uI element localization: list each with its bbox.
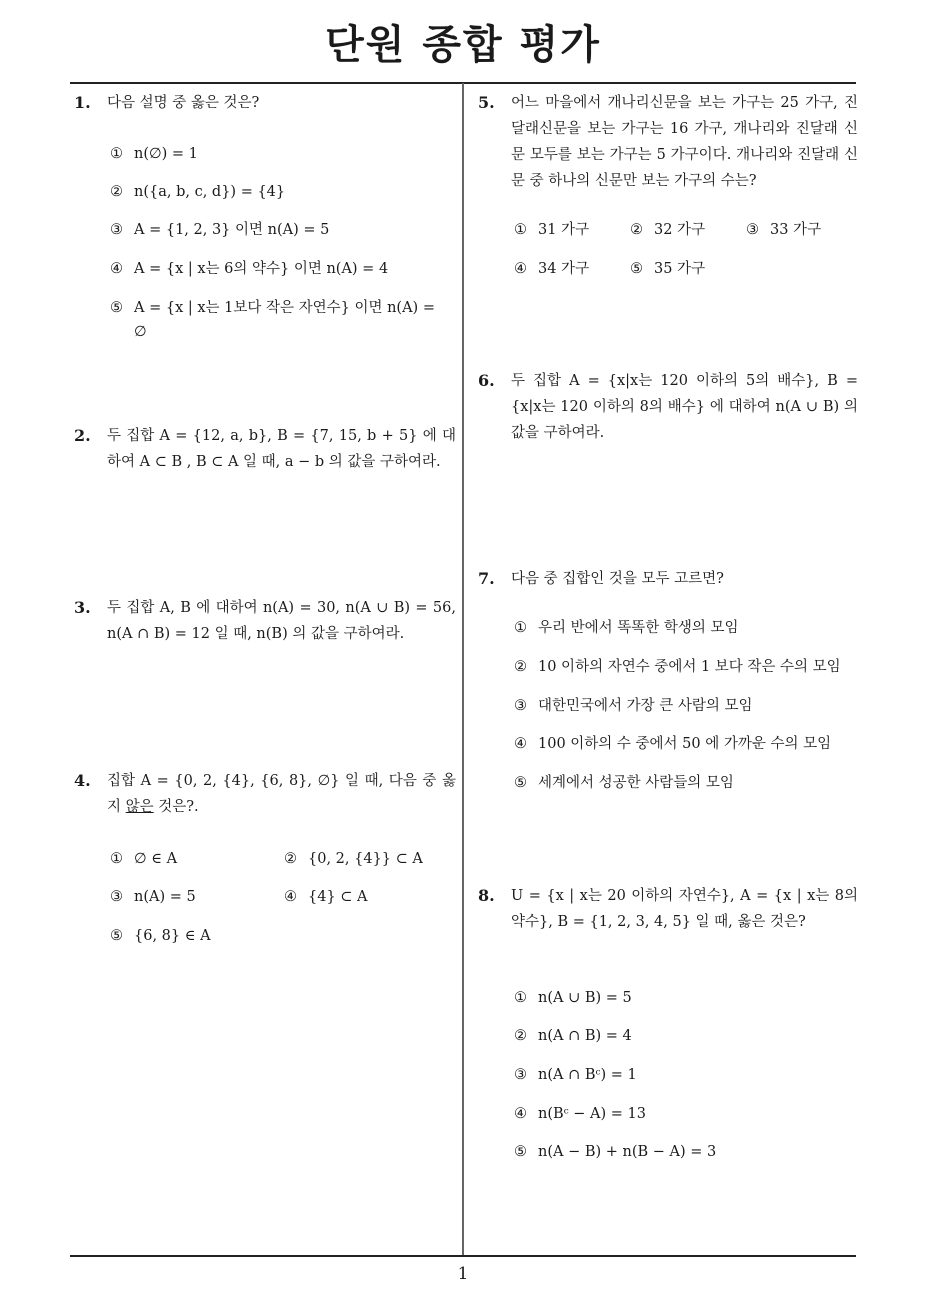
choice-mark: ② <box>110 184 123 200</box>
problem-number: 5. <box>478 93 495 112</box>
choice-3[interactable] <box>514 694 753 718</box>
problem-number: 4. <box>74 771 91 790</box>
choice-text: {4} ⊂ A <box>308 889 368 905</box>
choice-4[interactable] <box>110 257 388 281</box>
problem-number: 3. <box>74 598 91 617</box>
problem-number: 1. <box>74 93 91 112</box>
choice-text: ∅ ∈ A <box>134 851 178 867</box>
choice-mark: ④ <box>284 889 297 905</box>
choice-mark: ① <box>514 620 527 636</box>
choice-1[interactable] <box>110 847 177 871</box>
choice-mark: ⑤ <box>110 928 123 944</box>
problem-stem: 어느 마을에서 개나리신문을 보는 가구는 25 가구, 진달래신문을 보는 가구는 16 가구, 개나리와 진달래 신문 모두를 보는 가구는 5 가구이다. 개나리와 진달래 신문 중 하나의 신문만 보는 가구의 수는? <box>511 95 858 189</box>
choice-2[interactable] <box>514 1024 632 1048</box>
problem-stem <box>107 768 456 820</box>
choice-text: {6, 8} ∈ A <box>134 928 211 944</box>
choice-4[interactable] <box>284 885 368 909</box>
choice-1[interactable] <box>110 142 198 166</box>
choice-3[interactable] <box>746 218 821 242</box>
choice-mark: ⑤ <box>630 261 643 277</box>
problem-stem: 두 집합 A = {x|x는 120 이하의 5의 배수}, B = {x|x는 120 이하의 8의 배수} 에 대하여 n(A ∪ B) 의 값을 구하여라. <box>511 373 858 441</box>
choice-1[interactable] <box>514 616 739 640</box>
choice-mark: ② <box>514 659 527 675</box>
choice-text: {0, 2, {4}} ⊂ A <box>308 851 423 867</box>
choice-text: n({a, b, c, d}) = {4} <box>134 184 286 200</box>
problem-6 <box>478 368 858 453</box>
choice-mark: ④ <box>514 1106 527 1122</box>
choice-mark: ② <box>284 851 297 867</box>
choice-5[interactable] <box>110 296 435 344</box>
problem-4 <box>74 768 456 953</box>
choice-1[interactable] <box>514 218 589 242</box>
choice-mark: ① <box>110 146 123 162</box>
problem-2 <box>74 423 456 483</box>
choice-text: 100 이하의 수 중에서 50 에 가까운 수의 모임 <box>538 736 832 752</box>
choice-text: 10 이하의 자연수 중에서 1 보다 작은 수의 모임 <box>538 659 841 675</box>
choice-mark: ③ <box>746 222 759 238</box>
choice-mark: ③ <box>110 222 123 238</box>
choice-mark: ② <box>514 1028 527 1044</box>
choice-3[interactable] <box>110 218 329 242</box>
choice-text: n(Bᶜ − A) = 13 <box>538 1106 646 1122</box>
choice-mark: ② <box>630 222 643 238</box>
problem-7 <box>478 566 858 801</box>
choice-mark: ⑤ <box>514 775 527 791</box>
choice-text: 우리 반에서 똑똑한 학생의 모임 <box>538 620 739 636</box>
choice-mark: ⑤ <box>110 300 123 316</box>
choice-text: 35 가구 <box>654 261 706 277</box>
problem-1 <box>74 90 456 350</box>
problem-5 <box>478 90 858 285</box>
choice-2[interactable] <box>630 218 705 242</box>
choice-text: n(A) = 5 <box>134 889 196 905</box>
choice-text: 세계에서 성공한 사람들의 모임 <box>538 775 734 791</box>
choice-mark: ③ <box>514 698 527 714</box>
choice-mark: ③ <box>110 889 123 905</box>
problem-number: 2. <box>74 426 91 445</box>
problem-number: 7. <box>478 569 495 588</box>
bottom-rule <box>70 1255 856 1257</box>
problem-stem: 두 집합 A, B 에 대하여 n(A) = 30, n(A ∪ B) = 56, n(A ∩ B) = 12 일 때, n(B) 의 값을 구하여라. <box>107 600 456 642</box>
problem-8 <box>478 883 858 1173</box>
choice-text: 대한민국에서 가장 큰 사람의 모임 <box>538 698 753 714</box>
choice-text: 34 가구 <box>538 261 590 277</box>
choice-1[interactable] <box>514 986 632 1010</box>
choice-text: A = {x | x는 1보다 작은 자연수} 이면 n(A) = <box>134 300 435 316</box>
choice-4[interactable] <box>514 1102 646 1126</box>
choice-5[interactable] <box>514 771 734 795</box>
choice-text: n(A − B) + n(B − A) = 3 <box>538 1144 717 1160</box>
choice-mark: ① <box>514 990 527 1006</box>
choice-text: n(A ∩ B) = 4 <box>538 1028 632 1044</box>
choice-mark: ⑤ <box>514 1144 527 1160</box>
choice-2[interactable] <box>284 847 423 871</box>
choice-2[interactable] <box>514 655 841 679</box>
choice-4[interactable] <box>514 257 589 281</box>
problem-3 <box>74 595 456 655</box>
choice-3[interactable] <box>514 1063 637 1087</box>
stem-text: 집합 A = {0, 2, {4}, {6, 8}, ∅} 일 때, 다음 중 옳지 <box>107 773 456 815</box>
choice-mark: ④ <box>514 261 527 277</box>
underlined-word: 않은 <box>125 799 154 815</box>
choice-text: n(A ∪ B) = 5 <box>538 990 632 1006</box>
problem-stem: 다음 중 집합인 것을 모두 고르면? <box>511 571 724 587</box>
choice-5[interactable] <box>630 257 705 281</box>
problem-stem: 다음 설명 중 옳은 것은? <box>107 95 260 111</box>
choice-mark: ① <box>514 222 527 238</box>
problem-stem: 두 집합 A = {12, a, b}, B = {7, 15, b + 5} 에 대하여 A ⊂ B , B ⊂ A 일 때, a − b 의 값을 구하여라. <box>107 428 456 470</box>
problem-number: 8. <box>478 886 495 905</box>
choice-5[interactable] <box>514 1140 716 1164</box>
choice-text: A = {x | x는 6의 약수} 이면 n(A) = 4 <box>134 261 389 277</box>
choice-mark: ④ <box>514 736 527 752</box>
choice-mark: ③ <box>514 1067 527 1083</box>
choice-2[interactable] <box>110 180 285 204</box>
page-number: 1 <box>457 1264 469 1284</box>
choice-text: 31 가구 <box>538 222 590 238</box>
choice-mark: ① <box>110 851 123 867</box>
page-title: 단원 종합 평가 <box>325 22 601 68</box>
choice-text-continued: ∅ <box>134 324 147 340</box>
problem-stem: U = {x | x는 20 이하의 자연수}, A = {x | x는 8의 약수}, B = {1, 2, 3, 4, 5} 일 때, 옳은 것은? <box>511 888 858 930</box>
choice-5[interactable] <box>110 924 211 948</box>
choice-text: 32 가구 <box>654 222 706 238</box>
choice-mark: ④ <box>110 261 123 277</box>
choice-3[interactable] <box>110 885 196 909</box>
choice-text: A = {1, 2, 3} 이면 n(A) = 5 <box>134 222 330 238</box>
column-divider <box>462 83 464 1255</box>
choice-text: 33 가구 <box>770 222 822 238</box>
choice-4[interactable] <box>514 732 831 756</box>
choice-text: n(A ∩ Bᶜ) = 1 <box>538 1067 637 1083</box>
choice-text: n(∅) = 1 <box>134 146 198 162</box>
stem-text: 것은?. <box>153 799 199 815</box>
problem-number: 6. <box>478 371 495 390</box>
